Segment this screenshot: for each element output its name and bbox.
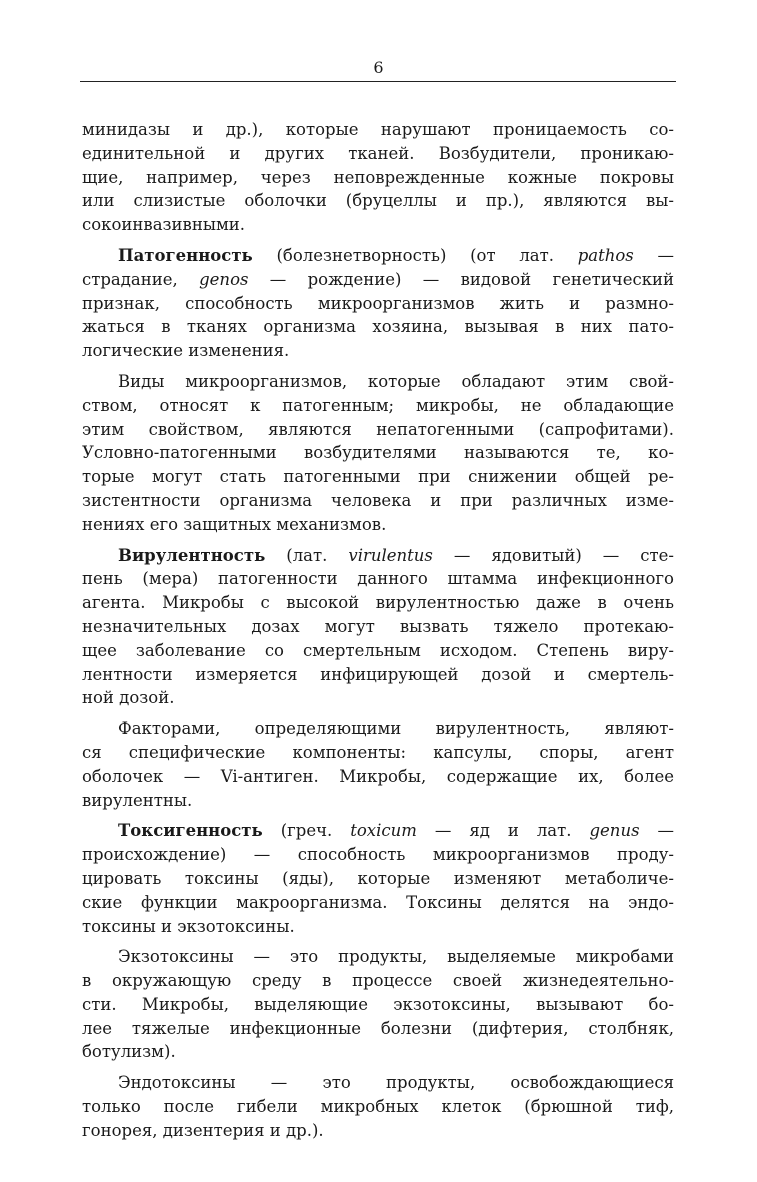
paragraph	[82, 1071, 674, 1142]
page-number: 6	[373, 58, 384, 77]
text-line	[82, 615, 674, 639]
text-line	[82, 189, 674, 213]
term-italic: pathos	[577, 245, 634, 265]
paragraph-gap	[82, 938, 674, 945]
text-line	[82, 339, 674, 363]
text-run: ся специфические компоненты: капсулы, споры, агент	[82, 742, 674, 762]
text-line	[82, 370, 674, 394]
text-run: страдание,	[82, 269, 200, 289]
text-run: гонорея, дизентерия и др.).	[82, 1120, 324, 1140]
paragraph	[82, 544, 674, 711]
text-run: лентности измеряется инфицирующей дозой и смертель-	[82, 664, 674, 684]
text-line	[82, 244, 674, 268]
text-run: нениях его защитных механизмов.	[82, 514, 387, 534]
text-line	[82, 166, 674, 190]
text-line	[82, 1071, 674, 1095]
text-run: в окружающую среду в процессе своей жизнедеятельно-	[82, 971, 674, 991]
text-line	[82, 591, 674, 615]
text-run: —	[639, 821, 675, 841]
text-run: (болезнетворность) (от лат.	[252, 245, 578, 265]
text-line	[82, 915, 674, 939]
text-line	[82, 969, 674, 993]
term-italic: genos	[199, 269, 249, 289]
text-run: ством, относят к патогенным; микробы, не обладающие	[82, 395, 674, 415]
text-run: — яд и лат.	[416, 821, 590, 841]
text-line	[82, 268, 674, 292]
text-run: Экзотоксины — это продукты, выделяемые микробами	[118, 947, 674, 967]
text-run: Эндотоксины — это продукты, освобождающиеся	[118, 1073, 674, 1093]
text-run: —	[633, 245, 674, 265]
text-line	[82, 789, 674, 813]
text-line	[82, 544, 674, 568]
paragraph	[82, 244, 674, 363]
text-line	[82, 1119, 674, 1143]
term-bold: Вирулентность	[118, 545, 266, 565]
text-line	[82, 465, 674, 489]
text-run: (лат.	[265, 545, 349, 565]
text-run: незначительных дозах могут вызвать тяжело протекаю-	[82, 616, 674, 636]
text-line	[82, 993, 674, 1017]
text-run: сокоинвазивными.	[82, 215, 246, 235]
text-run: минидазы и др.), которые нарушают проницаемость со-	[82, 120, 674, 139]
text-run: признак, способность микроорганизмов жить и размно-	[82, 293, 674, 313]
term-bold: Патогенность	[118, 245, 253, 265]
text-run: лее тяжелые инфекционные болезни (дифтерия, столбняк,	[82, 1018, 674, 1038]
text-run: Факторами, определяющими вирулентность, являют-	[118, 719, 674, 739]
text-run: — ядовитый) — сте-	[432, 545, 674, 565]
paragraph	[82, 118, 674, 237]
paragraph-gap	[82, 1064, 674, 1071]
body-text	[82, 118, 674, 1143]
text-line	[82, 867, 674, 891]
text-run: ной дозой.	[82, 688, 175, 708]
text-run: Условно-патогенными возбудителями называются те, ко-	[82, 443, 674, 463]
text-line	[82, 765, 674, 789]
text-line	[82, 1095, 674, 1119]
text-run: только после гибели микробных клеток (брюшной тиф,	[82, 1097, 674, 1117]
text-line	[82, 213, 674, 237]
text-run: агента. Микробы с высокой вирулентностью даже в очень	[82, 593, 674, 613]
text-line	[82, 441, 674, 465]
text-line	[82, 567, 674, 591]
paragraph-gap	[82, 812, 674, 819]
text-run: щие, например, через неповрежденные кожные покровы	[82, 167, 674, 187]
text-run: ботулизм).	[82, 1042, 176, 1062]
paragraph	[82, 819, 674, 938]
term-bold: Токсигенность	[118, 821, 263, 841]
text-line	[82, 118, 674, 142]
text-line	[82, 891, 674, 915]
text-line	[82, 1040, 674, 1064]
paragraph-gap	[82, 537, 674, 544]
text-run: логические изменения.	[82, 341, 290, 361]
text-line	[82, 315, 674, 339]
term-italic: toxicum	[350, 821, 417, 841]
header-rule	[80, 81, 676, 82]
text-line	[82, 686, 674, 710]
text-run: пень (мера) патогенности данного штамма инфекционного	[82, 569, 674, 589]
term-italic: virulentus	[348, 545, 433, 565]
text-run: ские функции макроорганизма. Токсины делятся на эндо-	[82, 892, 674, 912]
text-run: Виды микроорганизмов, которые обладают этим свой-	[118, 371, 674, 391]
text-line	[82, 513, 674, 537]
text-run: зистентности организма человека и при различных изме-	[82, 490, 674, 510]
text-run: — рождение) — видовой генетический	[248, 269, 675, 289]
term-italic: genus	[589, 821, 640, 841]
text-run: торые могут стать патогенными при снижении общей ре-	[82, 467, 674, 487]
text-line	[82, 663, 674, 687]
text-run: или слизистые оболочки (бруцеллы и пр.), являются вы-	[82, 191, 674, 211]
text-line	[82, 142, 674, 166]
text-run: этим свойством, являются непатогенными (сапрофитами).	[82, 419, 674, 439]
text-run: единительной и других тканей. Возбудители, проникаю-	[82, 143, 674, 163]
text-line	[82, 741, 674, 765]
paragraph-gap	[82, 363, 674, 370]
text-line	[82, 717, 674, 741]
text-line	[82, 394, 674, 418]
text-run: происхождение) — способность микроорганизмов проду-	[82, 845, 674, 865]
paragraph	[82, 717, 674, 812]
text-run: щее заболевание со смертельным исходом. Степень виру-	[82, 640, 674, 660]
paragraph-gap	[82, 237, 674, 244]
paragraph-gap	[82, 710, 674, 717]
text-line	[82, 1017, 674, 1041]
text-run: оболочек — Vi-антиген. Микробы, содержащие их, более	[82, 766, 674, 786]
paragraph	[82, 370, 674, 537]
text-line	[82, 292, 674, 316]
text-run: токсины и экзотоксины.	[82, 916, 295, 936]
text-line	[82, 639, 674, 663]
text-run: сти. Микробы, выделяющие экзотоксины, вызывают бо-	[82, 994, 674, 1014]
text-run: жаться в тканях организма хозяина, вызывая в них пато-	[82, 317, 674, 337]
text-line	[82, 843, 674, 867]
text-line	[82, 489, 674, 513]
text-line	[82, 945, 674, 969]
text-run: цировать токсины (яды), которые изменяют метаболиче-	[82, 868, 674, 888]
text-line	[82, 819, 674, 843]
text-run: (греч.	[262, 821, 351, 841]
text-line	[82, 418, 674, 442]
paragraph	[82, 945, 674, 1064]
text-run: вирулентны.	[82, 790, 193, 810]
